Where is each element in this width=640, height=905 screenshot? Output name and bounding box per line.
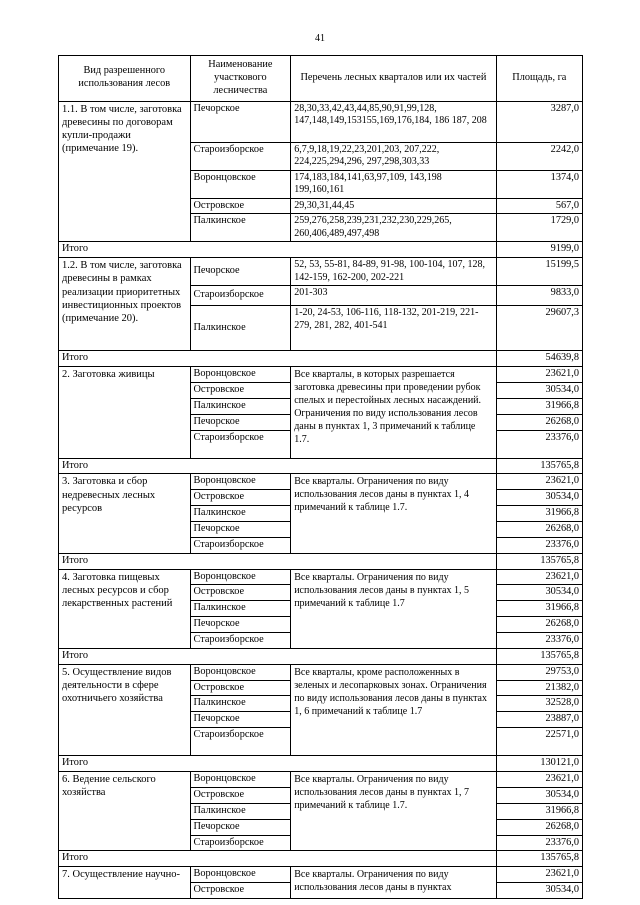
- quarters-list-cell: 201-303: [291, 286, 496, 306]
- table-row: [59, 664, 583, 680]
- quarters-description-cell: Все кварталы, кроме расположенных в зеленых и лесопарковых зонах. Ограничения по виду использования лесов даны в пунктах 1, 6 примечаний к таблице 1.7: [291, 664, 496, 755]
- forestry-cell: Староизборское: [190, 286, 291, 306]
- forestry-cell: Печорское: [190, 101, 291, 142]
- total-label: Итого: [59, 851, 497, 867]
- area-cell: 26268,0: [496, 819, 582, 835]
- forestry-cell: Островское: [190, 883, 291, 899]
- forestry-cell: Палкинское: [190, 601, 291, 617]
- forestry-cell: Староизборское: [190, 728, 291, 756]
- area-cell: 2242,0: [496, 142, 582, 170]
- forestry-cell: Староизборское: [190, 537, 291, 553]
- total-value: 130121,0: [496, 756, 582, 772]
- total-label: Итого: [59, 351, 497, 367]
- area-cell: 31966,8: [496, 506, 582, 522]
- forestry-cell: Палкинское: [190, 506, 291, 522]
- area-cell: 26268,0: [496, 522, 582, 538]
- table-row: [59, 101, 583, 142]
- total-label: Итого: [59, 458, 497, 474]
- area-cell: 23376,0: [496, 633, 582, 649]
- area-cell: 29753,0: [496, 664, 582, 680]
- area-cell: 29607,3: [496, 306, 582, 351]
- forestry-cell: Островское: [190, 383, 291, 399]
- forestry-cell: Печорское: [190, 819, 291, 835]
- forestry-cell: Печорское: [190, 414, 291, 430]
- area-cell: 23621,0: [496, 867, 582, 883]
- use-kind-cell: 2. Заготовка живицы: [59, 367, 191, 458]
- area-cell: 23376,0: [496, 537, 582, 553]
- use-kind-cell: 1.1. В том числе, заготовка древесины по договорам купли-продажи (примечание 19).: [59, 101, 191, 242]
- forestry-cell: Староизборское: [190, 633, 291, 649]
- quarters-list-cell: 174,183,184,141,63,97,109, 143,198 199,160,161: [291, 170, 496, 198]
- forestry-cell: Воронцовское: [190, 367, 291, 383]
- total-row: [59, 756, 583, 772]
- forestry-cell: Палкинское: [190, 803, 291, 819]
- use-kind-cell: 3. Заготовка и сбор недревесных лесных ресурсов: [59, 474, 191, 553]
- area-cell: 31966,8: [496, 601, 582, 617]
- header-forestry: Наименование участкового лесничества: [190, 56, 291, 102]
- forestry-cell: Палкинское: [190, 696, 291, 712]
- forestry-cell: Островское: [190, 585, 291, 601]
- area-cell: 3287,0: [496, 101, 582, 142]
- area-cell: 30534,0: [496, 383, 582, 399]
- forestry-cell: Староизборское: [190, 835, 291, 851]
- table-row: [59, 772, 583, 788]
- forestry-cell: Воронцовское: [190, 569, 291, 585]
- total-row: [59, 553, 583, 569]
- quarters-description-cell: Все кварталы. Ограничения по виду использования лесов даны в пунктах 1, 5 примечаний к таблице 1.7: [291, 569, 496, 648]
- forestry-cell: Печорское: [190, 617, 291, 633]
- forestry-cell: Печорское: [190, 258, 291, 286]
- area-cell: 26268,0: [496, 617, 582, 633]
- table-body: [59, 101, 583, 898]
- forestry-cell: Воронцовское: [190, 664, 291, 680]
- use-kind-cell: 7. Осуществление научно-: [59, 867, 191, 899]
- quarters-list-cell: 29,30,31,44,45: [291, 198, 496, 214]
- total-label: Итого: [59, 648, 497, 664]
- total-row: [59, 851, 583, 867]
- area-cell: 23376,0: [496, 430, 582, 458]
- area-cell: 21382,0: [496, 680, 582, 696]
- forestry-cell: Островское: [190, 198, 291, 214]
- area-cell: 23621,0: [496, 569, 582, 585]
- forestry-cell: Воронцовское: [190, 474, 291, 490]
- total-value: 9199,0: [496, 242, 582, 258]
- area-cell: 32528,0: [496, 696, 582, 712]
- forestry-cell: Палкинское: [190, 306, 291, 351]
- table-row: [59, 258, 583, 286]
- quarters-list-cell: 1-20, 24-53, 106-116, 118-132, 201-219, 221-279, 281, 282, 401-541: [291, 306, 496, 351]
- total-row: [59, 242, 583, 258]
- area-cell: 567,0: [496, 198, 582, 214]
- area-cell: 23621,0: [496, 474, 582, 490]
- area-cell: 23621,0: [496, 367, 582, 383]
- forestry-cell: Островское: [190, 787, 291, 803]
- total-label: Итого: [59, 553, 497, 569]
- total-label: Итого: [59, 242, 497, 258]
- header-quarters: Перечень лесных кварталов или их частей: [291, 56, 496, 102]
- table-row: [59, 569, 583, 585]
- header-area: Площадь, га: [496, 56, 582, 102]
- header-row: [59, 56, 583, 102]
- area-cell: 23376,0: [496, 835, 582, 851]
- total-row: [59, 458, 583, 474]
- area-cell: 30534,0: [496, 490, 582, 506]
- quarters-list-cell: 259,276,258,239,231,232,230,229,265, 260,406,489,497,498: [291, 214, 496, 242]
- forestry-cell: Воронцовское: [190, 772, 291, 788]
- forestry-cell: Староизборское: [190, 430, 291, 458]
- total-value: 135765,8: [496, 851, 582, 867]
- quarters-list-cell: 28,30,33,42,43,44,85,90,91,99,128, 147,148,149,153155,169,176,184, 186 187, 208: [291, 101, 496, 142]
- table-row: [59, 367, 583, 383]
- quarters-description-cell: Все кварталы, в которых разрешается заготовка древесины при проведении рубок спелых и перестойных лесных насаждений. Ограничения по виду использования лесов даны в пунктах 1, 3 примечаний к таблице 1.7.: [291, 367, 496, 458]
- total-value: 135765,8: [496, 458, 582, 474]
- total-label: Итого: [59, 756, 497, 772]
- quarters-list-cell: 52, 53, 55-81, 84-89, 91-98, 100-104, 107, 128, 142-159, 162-200, 202-221: [291, 258, 496, 286]
- table-row: [59, 867, 583, 883]
- total-row: [59, 648, 583, 664]
- use-kind-cell: 6. Ведение сельского хозяйства: [59, 772, 191, 851]
- use-kind-cell: 5. Осуществление видов деятельности в сфере охотничьего хозяйства: [59, 664, 191, 755]
- area-cell: 23887,0: [496, 712, 582, 728]
- forestry-cell: Палкинское: [190, 214, 291, 242]
- table-row: [59, 474, 583, 490]
- page-number: 41: [315, 33, 325, 44]
- use-kind-cell: 1.2. В том числе, заготовка древесины в рамках реализации приоритетных инвестиционных проектов (примечание 20).: [59, 258, 191, 351]
- quarters-description-cell: Все кварталы. Ограничения по виду использования лесов даны в пунктах: [291, 867, 496, 899]
- area-cell: 26268,0: [496, 414, 582, 430]
- forest-use-table: [58, 55, 583, 899]
- area-cell: 30534,0: [496, 787, 582, 803]
- area-cell: 23621,0: [496, 772, 582, 788]
- forestry-cell: Печорское: [190, 522, 291, 538]
- total-value: 135765,8: [496, 553, 582, 569]
- use-kind-cell: 4. Заготовка пищевых лесных ресурсов и сбор лекарственных растений: [59, 569, 191, 648]
- area-cell: 31966,8: [496, 803, 582, 819]
- forestry-cell: Воронцовское: [190, 867, 291, 883]
- forestry-cell: Печорское: [190, 712, 291, 728]
- forestry-cell: Воронцовское: [190, 170, 291, 198]
- total-row: [59, 351, 583, 367]
- area-cell: 9833,0: [496, 286, 582, 306]
- area-cell: 30534,0: [496, 585, 582, 601]
- total-value: 135765,8: [496, 648, 582, 664]
- forestry-cell: Палкинское: [190, 398, 291, 414]
- header-kind: Вид разрешенного использования лесов: [59, 56, 191, 102]
- forestry-cell: Островское: [190, 680, 291, 696]
- forestry-cell: Староизборское: [190, 142, 291, 170]
- area-cell: 15199,5: [496, 258, 582, 286]
- quarters-description-cell: Все кварталы. Ограничения по виду использования лесов даны в пунктах 1, 7 примечаний к таблице 1.7.: [291, 772, 496, 851]
- area-cell: 1374,0: [496, 170, 582, 198]
- total-value: 54639,8: [496, 351, 582, 367]
- area-cell: 31966,8: [496, 398, 582, 414]
- quarters-list-cell: 6,7,9,18,19,22,23,201,203, 207,222, 224,225,294,296, 297,298,303,33: [291, 142, 496, 170]
- forestry-cell: Островское: [190, 490, 291, 506]
- area-cell: 1729,0: [496, 214, 582, 242]
- area-cell: 22571,0: [496, 728, 582, 756]
- quarters-description-cell: Все кварталы. Ограничения по виду использования лесов даны в пунктах 1, 4 примечаний к таблице 1.7.: [291, 474, 496, 553]
- area-cell: 30534,0: [496, 883, 582, 899]
